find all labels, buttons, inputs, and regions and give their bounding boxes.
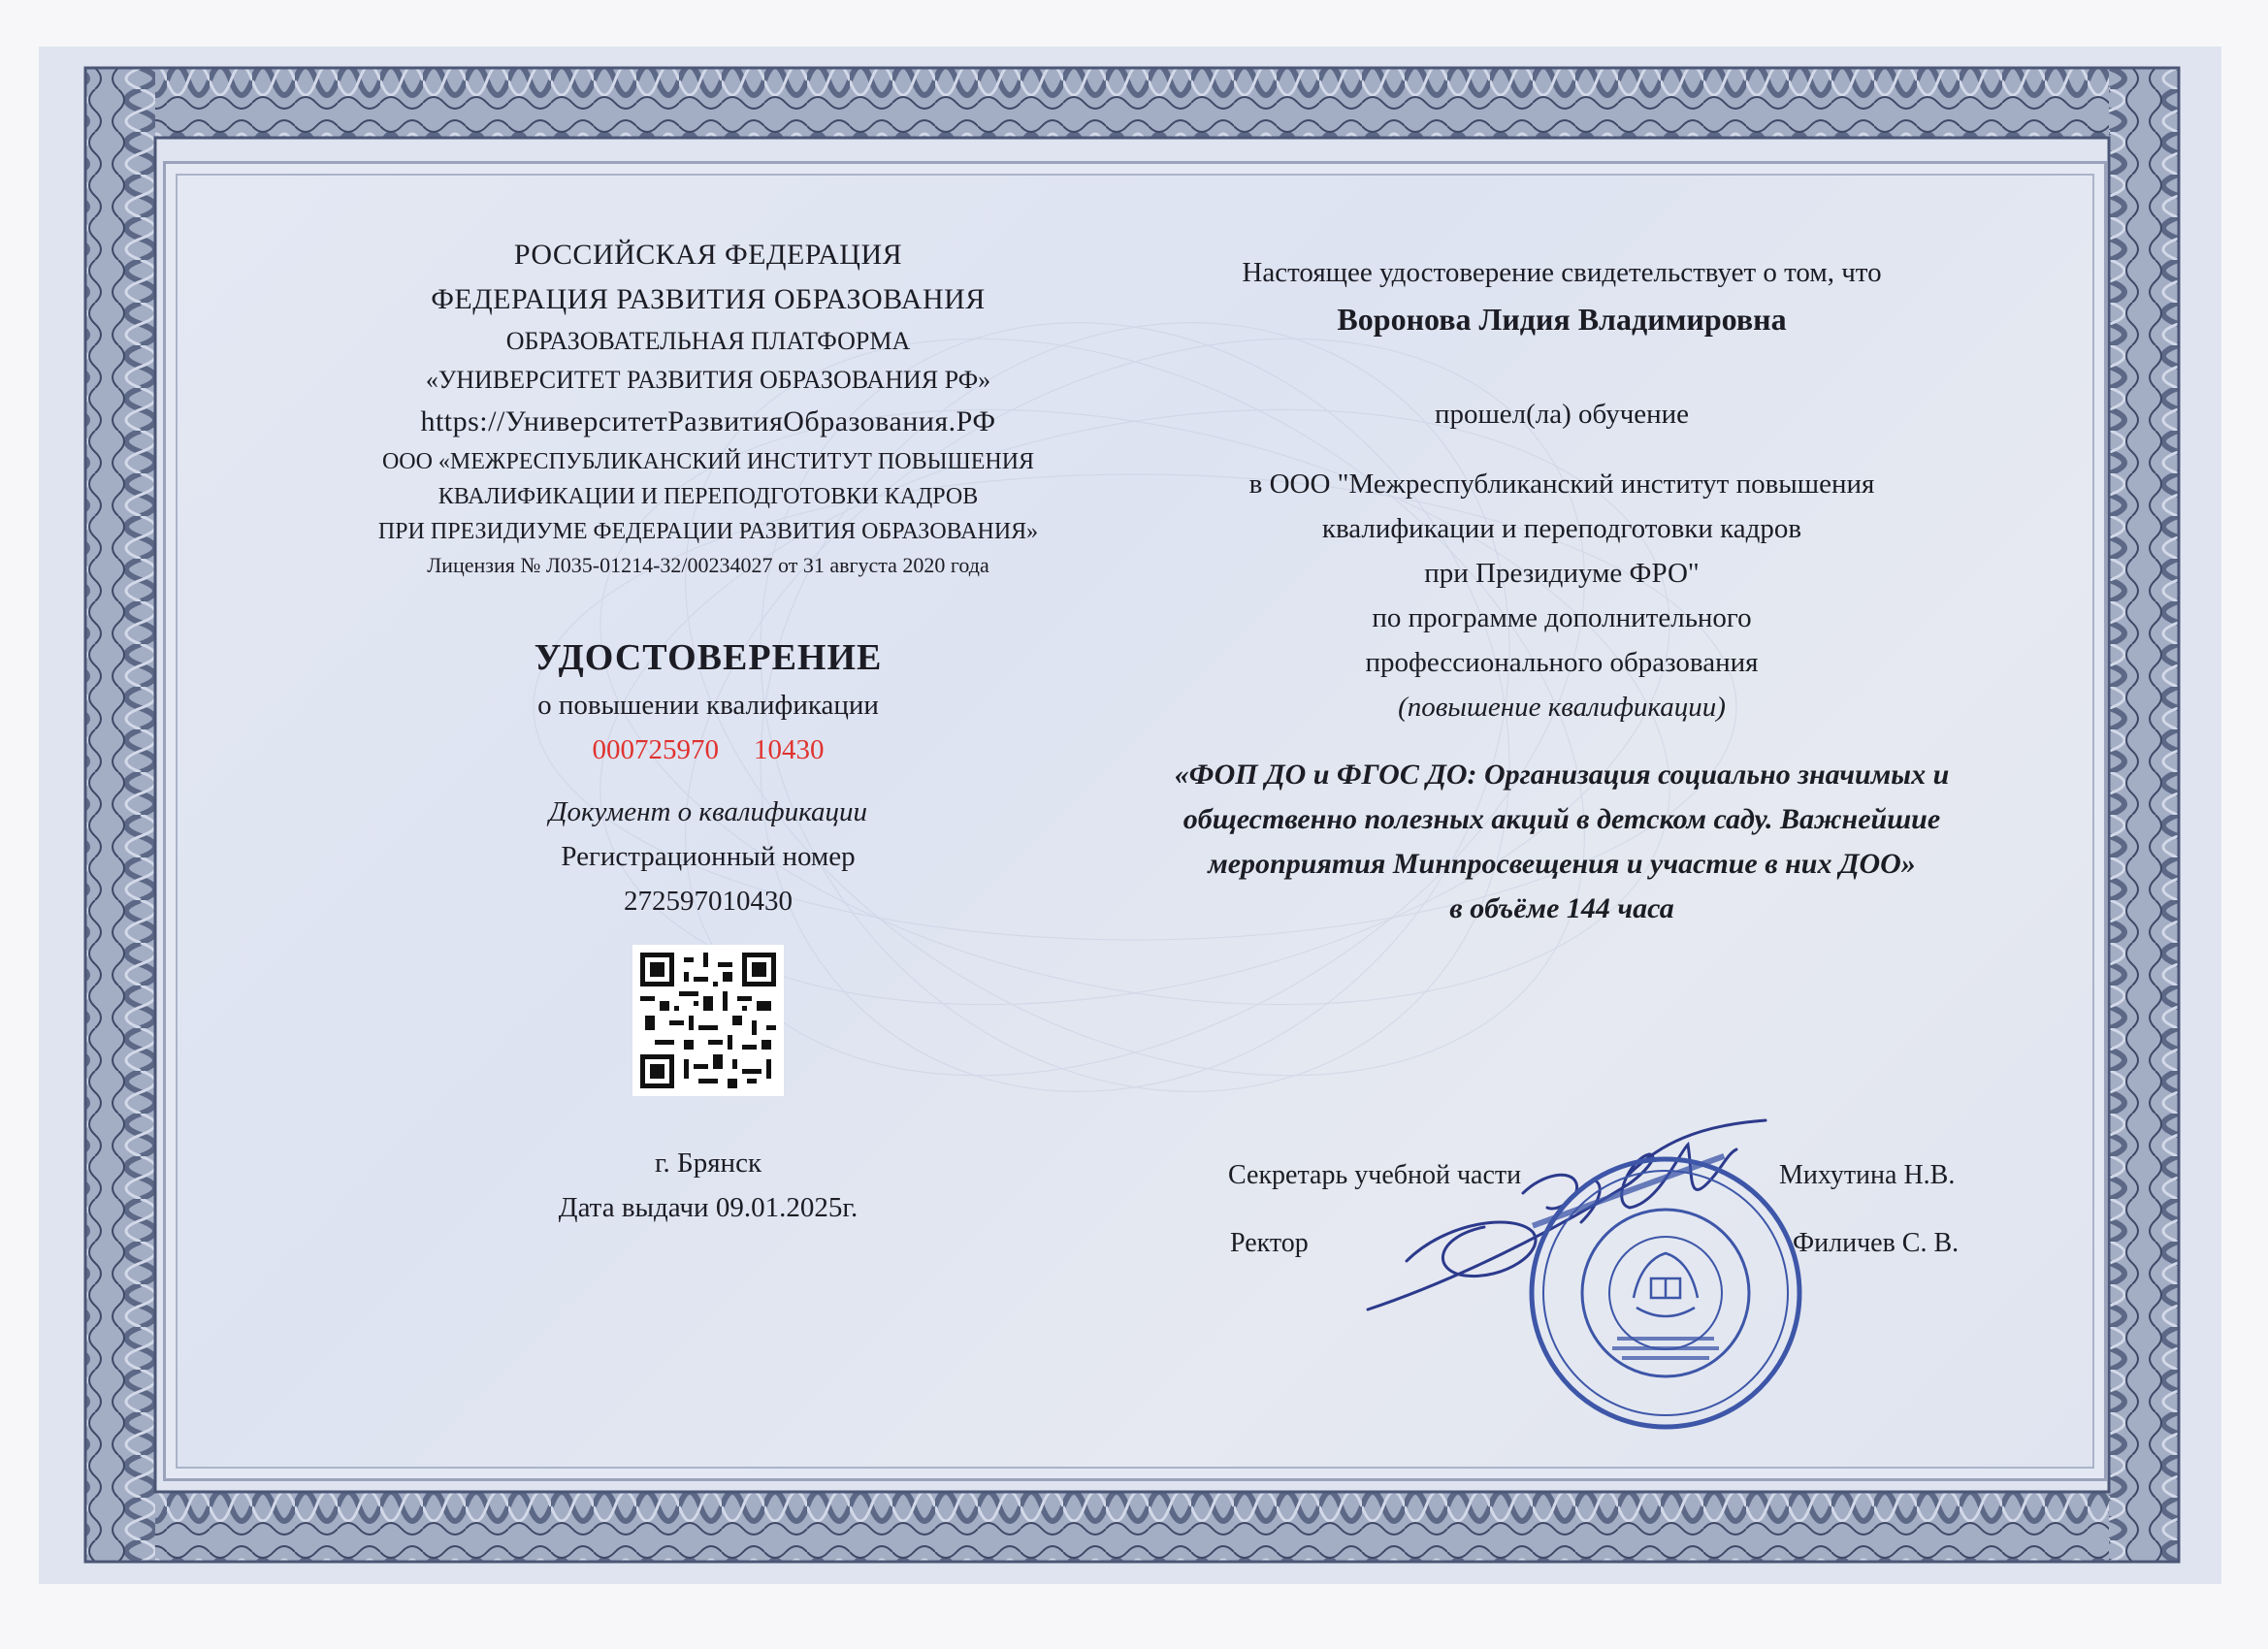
reg-label: Регистрационный номер [561,841,856,872]
federation-line: ФЕДЕРАЦИЯ РАЗВИТИЯ ОБРАЗОВАНИЯ [431,283,986,315]
program-type: (повышение квалификации) [1398,692,1726,723]
serial-series: 000725970 [592,734,719,765]
rector-name: Филичев С. В. [1793,1228,1960,1258]
serial-no: 10430 [754,734,825,765]
course-line-2: общественно полезных акций в детском саду. Важнейшие [1183,803,1941,835]
course-line-1: «ФОП ДО и ФГОС ДО: Организация социально значимых и [1174,759,1950,791]
doc-label: Документ о квалификации [549,796,867,827]
license-line: Лицензия № Л035-01214-32/00234027 от 31 августа 2020 года [427,553,989,577]
city: г. Брянск [654,1148,762,1179]
institute-line-2: КВАЛИФИКАЦИИ И ПЕРЕПОДГОТОВКИ КАДРОВ [437,484,979,509]
qr-code[interactable] [632,945,784,1096]
reg-number: 272597010430 [624,886,793,917]
org-line-3: при Президиуме ФРО" [1424,558,1700,589]
org-line-2: квалификации и переподготовки кадров [1321,513,1802,544]
secretary-name: Михутина Н.В. [1779,1160,1956,1190]
qr-code-icon [640,953,776,1088]
org-line-1: в ООО "Межреспубликанский институт повышения [1248,469,1875,500]
country-line: РОССИЙСКАЯ ФЕДЕРАЦИЯ [513,239,903,271]
course-line-3: мероприятия Минпросвещения и участие в них ДОО» [1208,848,1916,880]
university-line: «УНИВЕРСИТЕТ РАЗВИТИЯ ОБРАЗОВАНИЯ РФ» [425,366,991,394]
platform-line: ОБРАЗОВАТЕЛЬНАЯ ПЛАТФОРМА [505,327,911,355]
document-title: УДОСТОВЕРЕНИЕ [534,637,883,678]
institute-line-3: ПРИ ПРЕЗИДИУМЕ ФЕДЕРАЦИИ РАЗВИТИЯ ОБРАЗОВАНИЯ» [377,519,1039,544]
official-seal [1525,1152,1806,1434]
issue-date: Дата выдачи 09.01.2025г. [558,1192,859,1223]
rector-label: Ректор [1230,1228,1309,1258]
passed-line: прошел(ла) обучение [1434,399,1690,430]
secretary-label: Секретарь учебной части [1228,1160,1522,1190]
recipient-block [1125,250,1998,931]
document-subtitle: о повышении квалификации [537,690,879,721]
recipient-name: Воронова Лидия Владимировна [1337,302,1787,337]
institute-line-1: ООО «МЕЖРЕСПУБЛИКАНСКИЙ ИНСТИТУТ ПОВЫШЕНИЯ [381,449,1035,474]
intro-line: Настоящее удостоверение свидетельствует о том, что [1242,257,1882,288]
org-line-5: профессионального образования [1365,647,1759,678]
serial-number [291,728,1125,772]
issuer-block [291,233,1125,1230]
org-line-4: по программе дополнительного [1372,602,1752,633]
course-hours: в объёме 144 часа [1449,892,1674,924]
website-line: https://УниверситетРазвитияОбразования.РФ [420,405,996,437]
